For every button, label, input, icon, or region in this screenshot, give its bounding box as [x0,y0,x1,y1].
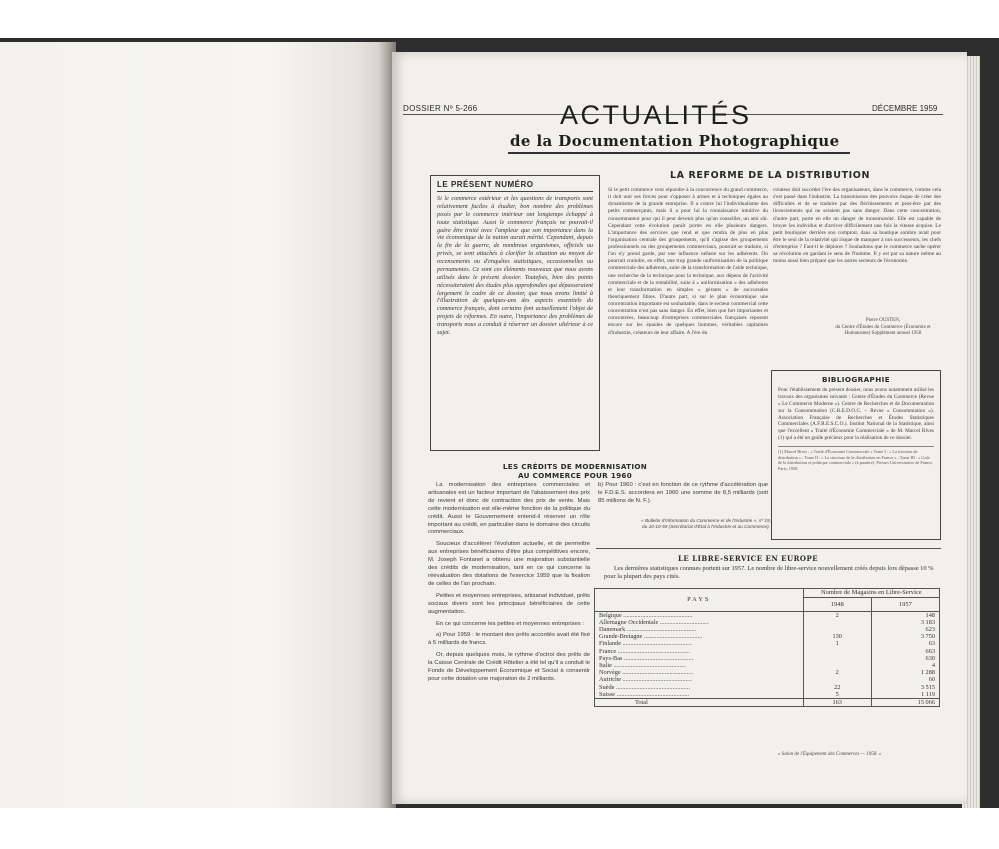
section-rule [596,548,941,549]
country-cell: Grande-Bretagne ..................................... [595,633,804,640]
country-cell: Pays-Bas ............................................ [595,655,804,662]
value-1957-cell: 1 119 [871,691,939,699]
present-numero-body: Si le commerce extérieur et les questions de transports sont relativement faciles à étudier, bon nombre des problèmes posés par le commerce intérieur ont longtemps échappé à toute statistique. Aussi le commerce français ne pouvait-il guère être traité avec l'ampleur que son importance dans la vie économique de la nation aurait mérité. Cependant, depuis la fin de la guerre, de nombreux organismes, officiels ou privés, se sont attachés à clarifier la situation au moyen de recensements ou d'enquêtes statistiques, occasionnelles ou permanentes. Ce sont ces éléments nouveaux que nous avons utilisés dans le présent dossier. Toutefois, bien des points nécessiteraient des études plus approfondies qui dépasseraient largement le cadre de ce dossier, que nous avons limité à l'illustration de quelques-uns des aspects essentiels du commerce français, dont certains font actuellement l'objet de projets de réformes. En outre, l'importance des problèmes de transports nous a conduit à réserver un dossier ultérieur à ce sujet. [437,195,593,336]
value-1948-cell: 2 [803,611,871,619]
credits-title-line-1: LES CRÉDITS DE MODERNISATION [502,462,648,471]
value-1957-cell: 623 [871,626,939,633]
present-numero-title: LE PRÉSENT NUMÉRO [437,180,593,192]
left-blank-page [0,42,388,808]
table-row [595,611,940,619]
credits-paragraph: Soucieux d'accélérer l'évolution actuelle, et de permettre aux entreprises bénéficiaires d'être plus compétitives encore, M. Joseph Fontanet a obtenu une majoration substantielle des crédits de modernisation, tant en ce qui concerne la réévaluation des dotations de l'exercice 1959 que la fixation de celles de l'an prochain. [428,541,590,587]
value-1957-cell: 3 515 [871,684,939,691]
column-header-nombre: Nombre de Magasins en Libre-Service [803,589,939,598]
table-row [595,662,940,669]
signature-role: du Centre d'Études du Commerce (Économie et Humanisme) Supplément annuel 1958 [835,324,931,336]
credits-column-2: b) Pour 1960 : c'est en fonction de ce rythme d'accélération que le F.D.E.S. accordera en 1960 une somme de 8,5 milliards (soit 85 millions de N. F.). [598,482,768,504]
value-1957-cell: 63 [871,640,939,647]
value-1957-cell: 1 288 [871,669,939,676]
bibliographie-box [771,370,941,540]
subtitle-underline [508,152,850,154]
value-1957-cell: 663 [871,648,939,655]
value-1948-cell [803,662,871,669]
value-1957-cell: 3 183 [871,619,939,626]
value-1948-cell: 5 [803,691,871,699]
value-1948-cell [803,655,871,662]
dossier-number: DOSSIER Nº 5-266 [403,104,478,113]
present-numero-box [430,175,600,451]
credits-title [495,462,655,481]
country-cell: Belgique ............................................ [595,611,804,619]
table-total-row [595,698,940,706]
reforme-column-1: Si le petit commerce veut répondre à la concurrence du grand commerce, il doit unir ses forces pour s'opposer à armes et à techniques égales au dynamisme de la grande entreprise. Il a contre lui l'individualisme des petits commerçants, mais il a pour lui la connaissance intuitive du consommateur pour qui il peut devenir plus qu'un conseiller, un ami sûr. Cependant cette évolution paraît porter en elle plusieurs dangers. L'importance des services que rend et que rendra de plus en plus l'organisation centrale des groupements, qu'il s'agisse des groupements professionnels ou des groupements commerciaux, pourrait se traduire, si l'on n'y prend garde, par une influence néfaste sur les adhérents. On pourrait craindre, en effet, une trop grande uniformisation de la politique commerciale des adhérents, suite de la transformation de l'aide technique, une recherche de la technique pour la technique, aux dépens de l'activité commerciale et de la rentabilité, suite à « uniformisation » des adhérents et leur transformation en simples « gérants » de succursales théoriquement libres. D'autre part, si sur le plan économique une concentration importante est souhaitable, dans le secteur commercial cette concentration n'est pas sans danger. En effet, bien que fort importantes et concentrées, beaucoup d'entreprises commerciales françaises reposent encore sur les épaules de quelques hommes, véritables capitaines d'industrie, créateurs de leur affaire. A l'ère du [608,187,768,336]
table-row [595,640,940,647]
value-1948-cell: 1 [803,640,871,647]
credits-paragraph: En ce qui concerne les petites et moyennes entreprises : [436,620,585,627]
country-cell: Norvège ............................................. [595,669,804,676]
bibliographie-footnote: (1) Marcel Rives : « Traité d'Économie Commerciale » Tome I : « La fonction de distribution » ; Tome II : « La structure de la distribution en France » ; Tome III : « Coût de la distribution et politique commerciale » (à paraître). Presses Universitaires de France, Paris, 1958. [778,446,934,471]
reforme-signature [828,318,938,338]
table-row [595,676,940,683]
bibliographie-body: Pour l'établissement du présent dossier, nous avons notamment utilisé les travaux des organismes suivants : Centre d'Études du Commerce (Revue « Le Commerce Moderne »). Centre de Recherches et de Documentation sur la Consommation (C.R.E.D.O.C. – Revue « Consommation »). Association Française de Recherches et Études Statistiques Commerciales (A.F.R.E.S.C.O.). Institut National de la Statistique, ainsi que l'excellent « Traité d'Économie Commerciale » de M. Marcel Rives (1) qui a été un guide précieux pour la réalisation de ce dossier. [778,387,934,442]
country-cell: Finlande ............................................ [595,640,804,647]
country-cell: Autriche ............................................ [595,676,804,683]
country-cell: Danemark ............................................ [595,626,804,633]
value-1948-cell [803,626,871,633]
table-row [595,669,940,676]
credits-paragraph: Or, depuis quelques mois, le rythme d'octroi des prêts de la Caisse Centrale de Crédit Hôtelier a été tel qu'il a conduit le Fonds de Développement Économique et Social à consentir pour cette dotation une majoration de 2 milliards. [428,652,590,682]
page-subtitle: de la Documentation Photographique [510,132,840,150]
value-1957-cell: 148 [871,611,939,619]
table-row [595,684,940,691]
libre-service-table-body [595,611,940,698]
value-1948-cell: 130 [803,633,871,640]
page-title: ACTUALITÉS [560,100,752,130]
libre-service-title: LE LIBRE-SERVICE EN EUROPE [678,554,819,563]
credits-column-1 [428,482,590,688]
table-row [595,648,940,655]
credits-source-note: « Bulletin d'Information du Commerce et de l'Industrie », nº 19, du 10-10-59 (Secrétariat d'État à l'Industrie et au Commerce). [641,518,771,530]
credits-paragraph: La modernisation des entreprises commerciales et artisanales est un facteur important de l'abaissement des prix de revient et donc de contraction des prix de vente. Mais cette modernisation est elle-même fonction de la politique du crédit. Aussi le Gouvernement entend-il réserver un rôle important au crédit, en particulier dans le domaine des circuits commerciaux. [428,482,590,536]
libre-service-intro: Les dernières statistiques connues portent sur 1957. Le nombre de libre-service nouvellement créés depuis lors dépasse 10 % pour la plupart des pays cités. [604,565,934,581]
bibliographie-title: BIBLIOGRAPHIE [821,375,891,384]
table-row [595,691,940,699]
reforme-column-2: créateur doit succéder l'ère des organisateurs, dans le commerce, comme cela s'est passé dans l'industrie. La transmission des pouvoirs risque de créer des difficultés et de se traduire par des fléchissements et peut-être par des licenciements qui ne seraient pas sans danger. Dans cette concentration, d'autre part, porte en elle un danger de monstruosité. Elle est capable de broyer les individus et d'arriver difficilement une fois la vitesse acquise. Le petit boutiquier derrière son comptoir, dans sa boutique sombre avait pour être le seul de la relativité qui risque de manquer à nos successeurs, les chefs d'entreprise ? Faut-il le déplorer ? Souhaitons que le commerce sache opérer sa révolution en gardant le sens de l'homme. Il y est par sa nature même au moins aussi bien préparé que les autres secteurs de l'économie. [773,187,941,265]
table-row [595,633,940,640]
total-1948: 163 [803,698,871,706]
total-label: Total [595,698,804,706]
value-1957-cell: 3 750 [871,633,939,640]
reforme-title: LA REFORME DE LA DISTRIBUTION [670,170,871,181]
column-header-pays: PAYS [595,589,804,612]
value-1957-cell: 4 [871,662,939,669]
column-header-1948: 1948 [803,597,871,611]
credits-paragraph: Petites et moyennes entreprises, artisanat individuel, prêts sociaux divers sont les principaux bénéficiaires de cette augmentation. [428,592,590,615]
country-cell: Allemagne Occidentale ............................... [595,619,804,626]
country-cell: Suède ............................................... [595,684,804,691]
issue-date: DÉCEMBRE 1959 [872,104,938,113]
country-cell: Italie .............................................. [595,662,804,669]
table-row [595,619,940,626]
country-cell: France .............................................. [595,648,804,655]
value-1957-cell: 630 [871,655,939,662]
value-1948-cell [803,619,871,626]
value-1948-cell: 2 [803,669,871,676]
value-1948-cell [803,676,871,683]
signature-name: Pierre OUSTEN, [865,318,901,323]
table-source: « Salon de l'Équipement des Commerces — 1958. » [778,752,882,757]
value-1948-cell: 22 [803,684,871,691]
column-header-1957: 1957 [871,597,939,611]
libre-service-table [594,588,940,707]
value-1948-cell [803,648,871,655]
total-1957: 15 066 [871,698,939,706]
credits-title-line-2: AU COMMERCE POUR 1960 [517,471,633,481]
value-1957-cell: 60 [871,676,939,683]
table-row [595,626,940,633]
table-row [595,655,940,662]
country-cell: Suisse .............................................. [595,691,804,699]
credits-paragraph: a) Pour 1959 : le montant des prêts accordés avait été fixé à 5 milliards de francs. [428,632,590,647]
